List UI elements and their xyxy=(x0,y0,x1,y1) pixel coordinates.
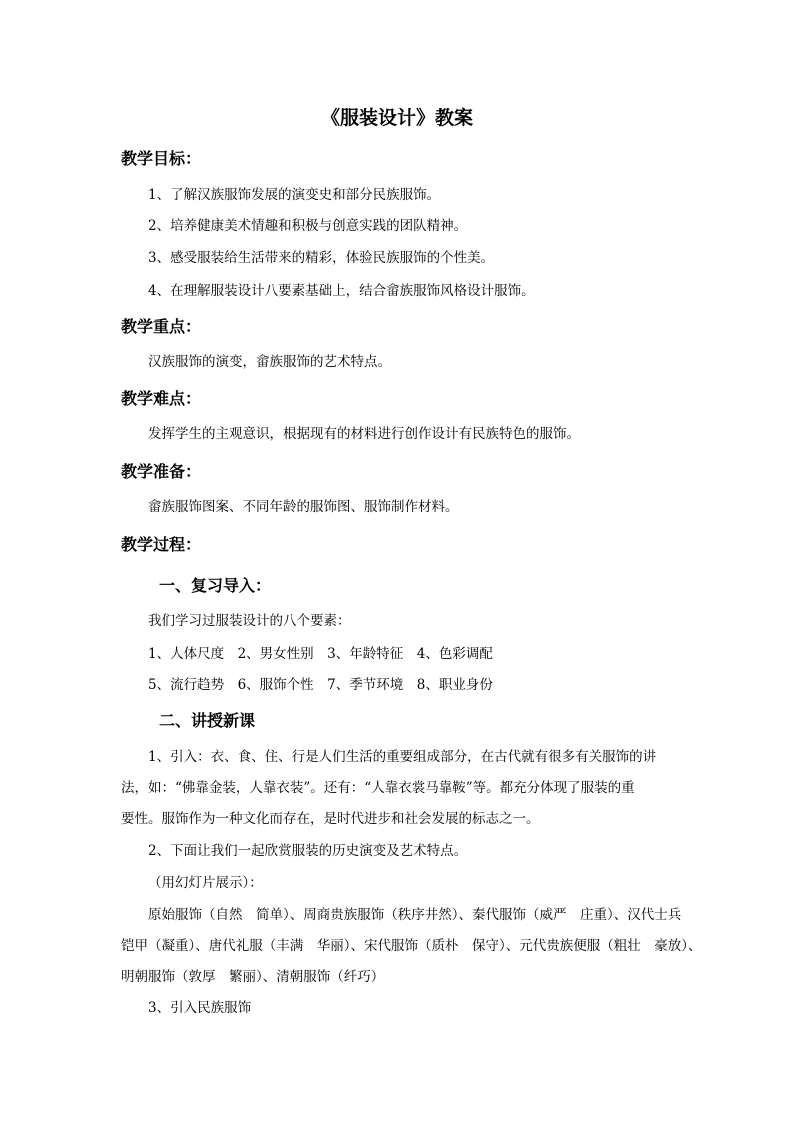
objective-item-1: 1、了解汉族服饰发展的演变史和部分民族服饰。 xyxy=(148,187,441,203)
review-line-2: 1、人体尺度 2、男女性别 3、年龄特征 4、色彩调配 xyxy=(148,646,493,662)
new-lesson-line-3: 要性。服饰作为一种文化而存在，是时代进步和社会发展的标志之一。 xyxy=(121,811,540,827)
objective-item-3: 3、感受服装给生活带来的精彩，体验民族服饰的个性美。 xyxy=(148,250,495,266)
new-lesson-line-9: 3、引入民族服饰 xyxy=(148,1000,252,1016)
new-lesson-heading: 二、讲授新课 xyxy=(159,711,256,730)
difficulties-text: 发挥学生的主观意识，根据现有的材料进行创作设计有民族特色的服饰。 xyxy=(148,426,580,442)
new-lesson-line-2: 法，如：“佛靠金装，人靠衣装”。还有：“人靠衣裳马靠鞍”等。都充分体现了服装的重 xyxy=(121,780,635,796)
new-lesson-line-8: 明朝服饰（敦厚 繁丽）、清朝服饰（纤巧） xyxy=(121,969,385,985)
new-lesson-line-7: 铠甲（凝重）、唐代礼服（丰满 华丽）、宋代服饰（质朴 保守）、元代贵族便服（粗壮 豪放）、 xyxy=(121,938,702,954)
objective-item-4: 4、在理解服装设计八要素基础上，结合畲族服饰风格设计服饰。 xyxy=(148,283,535,299)
preparation-text: 畲族服饰图案、不同年龄的服饰图、服饰制作材料。 xyxy=(148,499,459,515)
key-points-text: 汉族服饰的演变，畲族服饰的艺术特点。 xyxy=(148,354,391,370)
review-line-1: 我们学习过服装设计的八个要素： xyxy=(148,613,351,629)
new-lesson-line-6: 原始服饰（自然 简单）、周商贵族服饰（秩序井然）、秦代服饰（威严 庄重）、汉代士兵 xyxy=(148,907,682,923)
objective-item-2: 2、培养健康美术情趣和积极与创意实践的团队精神。 xyxy=(148,218,468,234)
new-lesson-line-4: 2、下面让我们一起欣赏服装的历史演变及艺术特点。 xyxy=(148,843,468,859)
process-heading: 教学过程： xyxy=(121,535,202,554)
document-title: 《服装设计》教案 xyxy=(320,107,473,129)
new-lesson-line-5: （用幻灯片展示）： xyxy=(148,875,263,891)
review-line-3: 5、流行趋势 6、服饰个性 7、季节环境 8、职业身份 xyxy=(148,677,493,693)
key-points-heading: 教学重点： xyxy=(121,317,202,336)
review-heading: 一、复习导入： xyxy=(159,576,272,595)
objectives-heading: 教学目标： xyxy=(121,149,202,168)
new-lesson-line-1: 1、引入：衣、食、住、行是人们生活的重要组成部分，在古代就有很多有关服饰的讲 xyxy=(148,749,657,765)
difficulties-heading: 教学难点： xyxy=(121,389,202,408)
preparation-heading: 教学准备： xyxy=(121,462,202,481)
